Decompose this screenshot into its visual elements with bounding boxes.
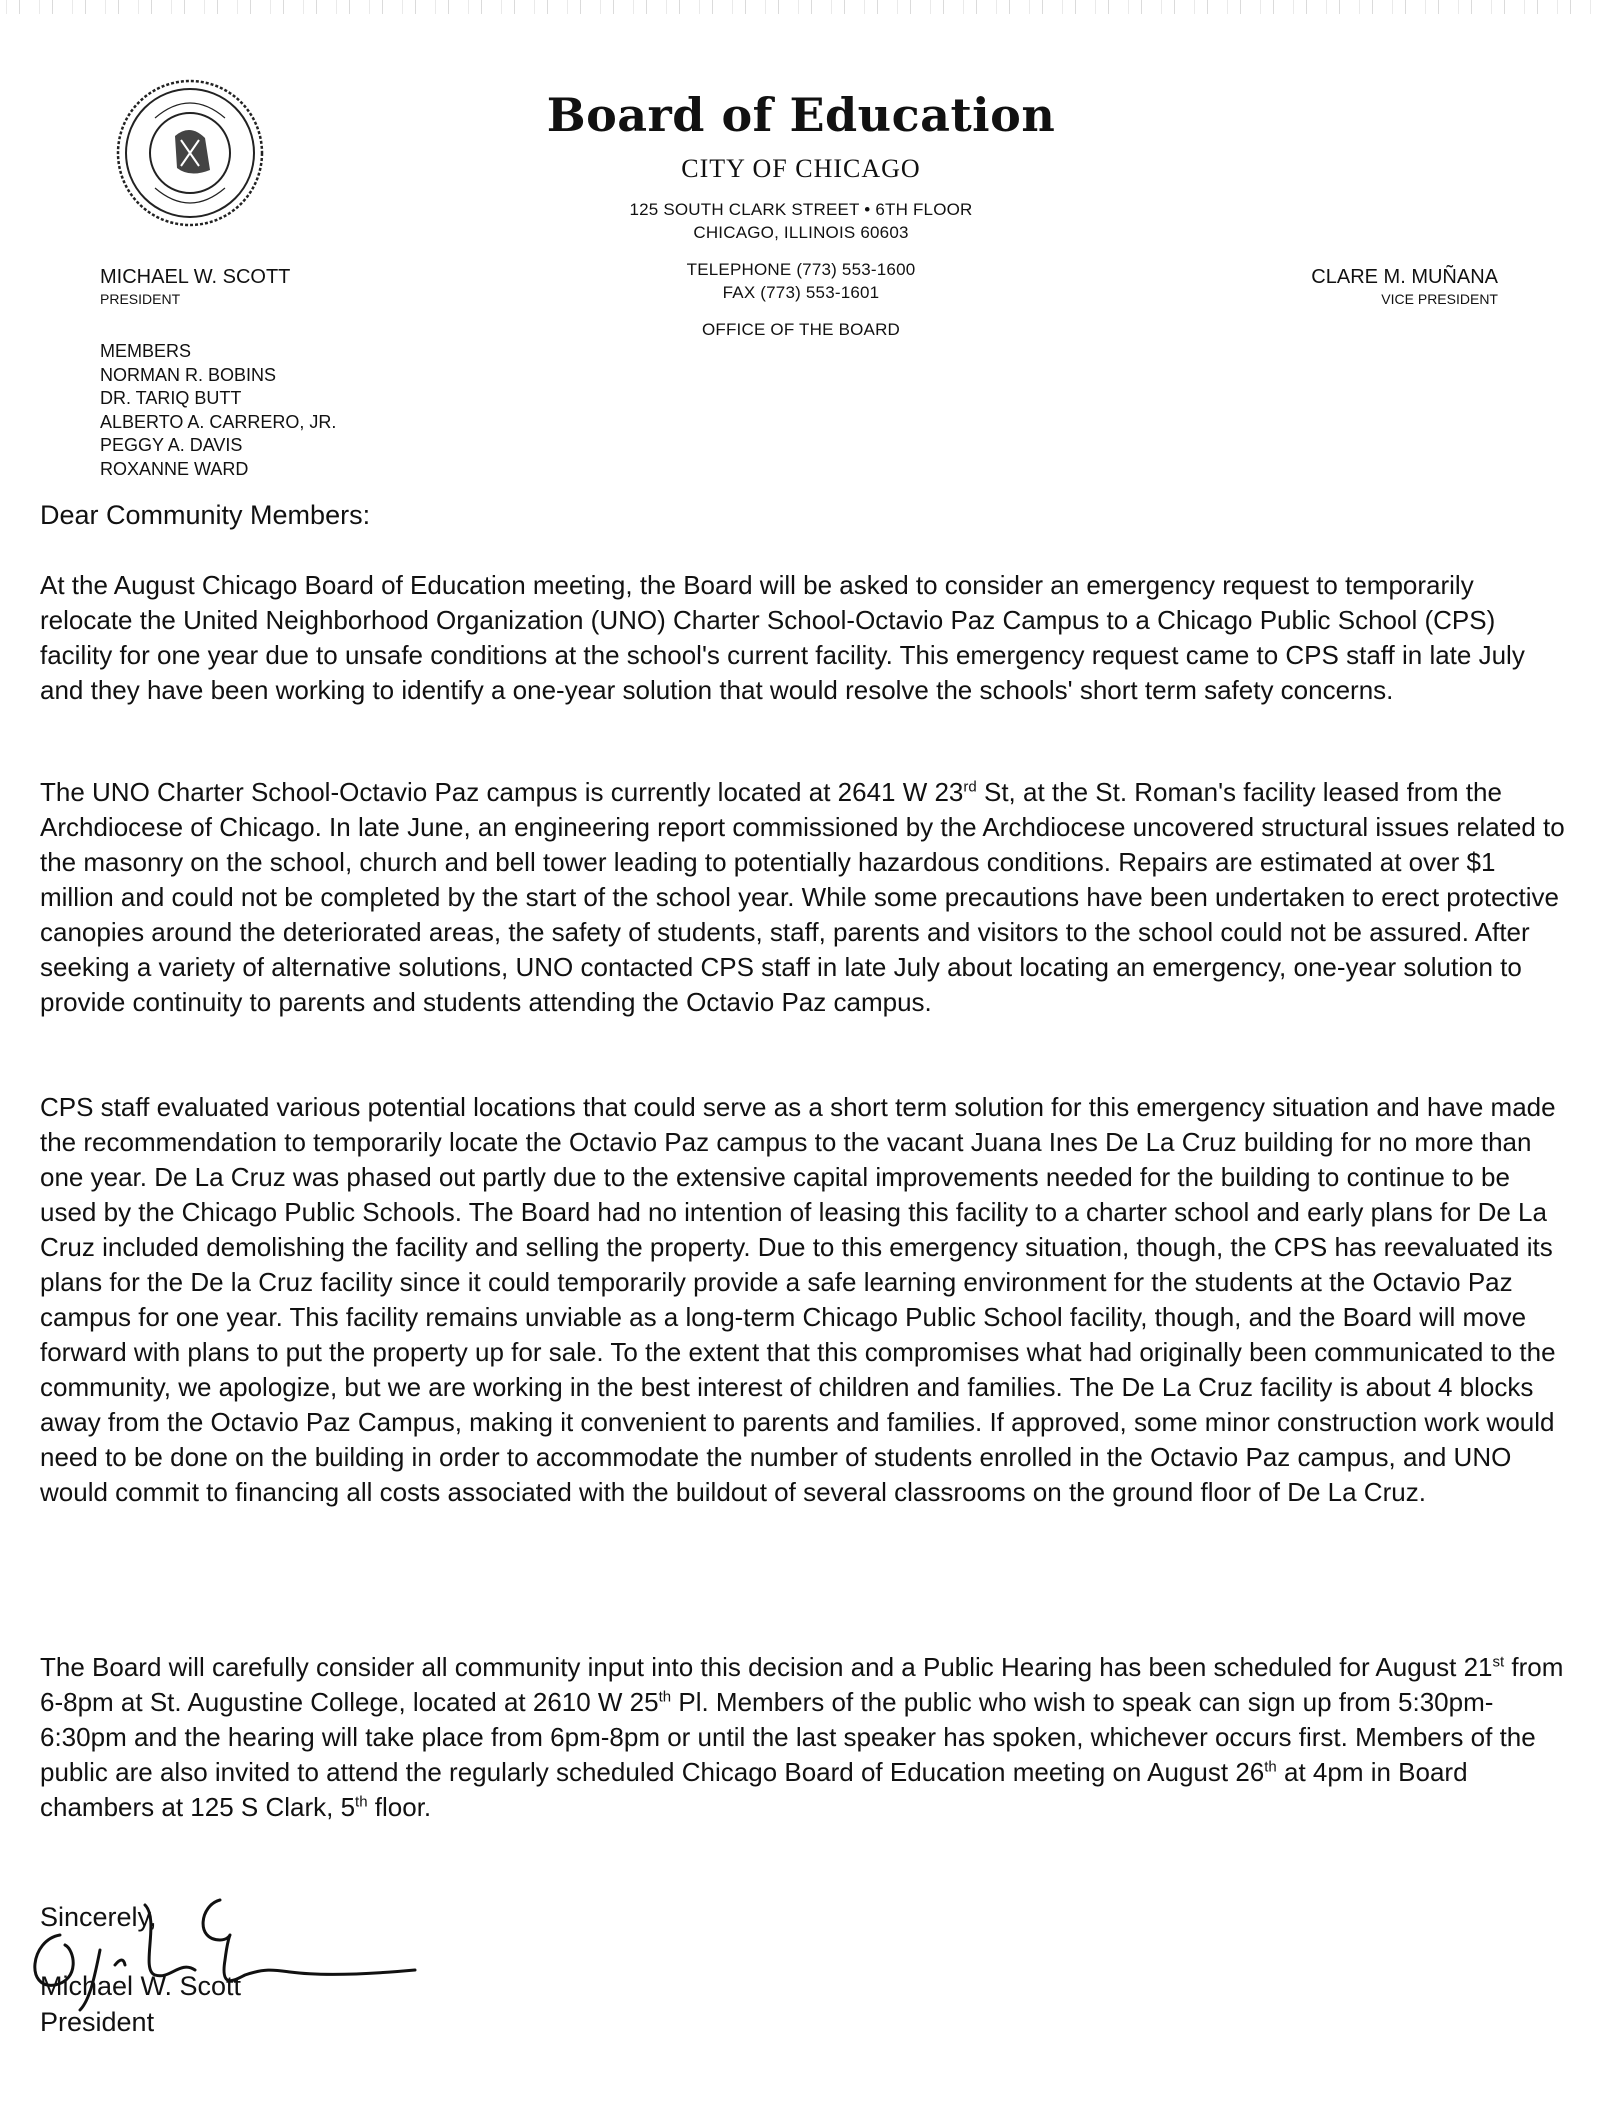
paragraph-1: At the August Chicago Board of Education meeting, the Board will be asked to consider an emergency request to temporarily relocate the United Neighborhood Organization (UNO) Charter School-Octavio Paz Campus to a Chicago Public School (CPS) facility for one year due to unsafe conditions at the school's current facility. This emergency request came to CPS staff in late July and they have been working to identify a one-year solution that would resolve the schools' short term safety concerns. [40, 570, 1525, 705]
salutation: Dear Community Members: [40, 500, 371, 530]
letterhead-address-line1: 125 SOUTH CLARK STREET • 6TH FLOOR [629, 200, 973, 219]
closing: Sincerely, [40, 1902, 157, 1932]
letterhead-address-line2: CHICAGO, ILLINOIS 60603 [693, 223, 909, 242]
president-role: PRESIDENT [100, 291, 181, 307]
signer-block [40, 1968, 241, 2040]
member-name: ROXANNE WARD [100, 458, 249, 479]
members-heading: MEMBERS [100, 341, 192, 361]
vice-president-role: VICE PRESIDENT [1381, 291, 1498, 307]
scan-noise [0, 0, 1602, 14]
member-name: PEGGY A. DAVIS [100, 435, 243, 455]
member-name: ALBERTO A. CARRERO, JR. [100, 411, 337, 432]
letterhead-city: CITY OF CHICAGO [681, 154, 921, 183]
paragraph-4: The Board will carefully consider all community input into this decision and a Public Hearing has been scheduled for August 21st from 6-8pm at St. Augustine College, located at 2610 W 25th Pl. Members of the public who wish to speak can sign up from 5:30pm-6:30pm and the hearing will take place from 6pm-8pm or until the last speaker has spoken, whichever occurs first. Members of the public are also invited to attend the regularly scheduled Chicago Board of Education meeting on August 26th at 4pm in Board chambers at 125 S Clark, 5th floor. [40, 1652, 1564, 1822]
letterhead-title: Board of Education [546, 88, 1056, 142]
members-list [100, 340, 336, 481]
signer-name: Michael W. Scott [40, 1971, 242, 2001]
president-block [100, 266, 290, 307]
president-name: MICHAEL W. SCOTT [100, 266, 291, 288]
letterhead-office: OFFICE OF THE BOARD [701, 320, 901, 339]
member-name: DR. TARIQ BUTT [100, 388, 242, 408]
vice-president-block [1311, 266, 1498, 307]
vice-president-name: CLARE M. MUÑANA [1311, 266, 1498, 288]
signer-title: President [40, 2007, 155, 2037]
paragraph-3: CPS staff evaluated various potential locations that could serve as a short term solution for this emergency situation and have made the recommendation to temporarily locate the Octavio Paz campus to the vacant Juana Ines De La Cruz building for no more than one year. De La Cruz was phased out partly due to the extensive capital improvements needed for the building to continue to be used by the Chicago Public Schools. The Board had no intention of leasing this facility to a charter school and early plans for De La Cruz included demolishing the facility and selling the property. Due to this emergency situation, though, the CPS has reevaluated its plans for the De la Cruz facility since it could temporarily provide a safe learning environment for the students at the Octavio Paz campus for one year. This facility remains unviable as a long-term Chicago Public School facility, though, and the Board will move forward with plans to put the property up for sale. To the extent that this compromises what had originally been communicated to the community, we apologize, but we are working in the best interest of children and families. The De La Cruz facility is about 4 blocks away from the Octavio Paz Campus, making it convenient to parents and families. If approved, some minor construction work would need to be done on the building in order to accommodate the number of students enrolled in the Octavio Paz campus, and UNO would commit to financing all costs associated with the buildout of several classrooms on the ground floor of De La Cruz. [40, 1092, 1556, 1507]
letterhead-fax: FAX (773) 553-1601 [722, 283, 880, 302]
member-name: NORMAN R. BOBINS [100, 364, 277, 385]
letterhead-telephone: TELEPHONE (773) 553-1600 [686, 260, 916, 279]
paragraph-2: The UNO Charter School-Octavio Paz campus is currently located at 2641 W 23rd St, at the St. Roman's facility leased from the Archdiocese of Chicago. In late June, an engineering report commissioned by the Archdiocese uncovered structural issues related to the masonry on the school, church and bell tower leading to potentially hazardous conditions. Repairs are estimated at over $1 million and could not be completed by the start of the school year. While some precautions have been undertaken to erect protective canopies around the deteriorated areas, the safety of students, staff, parents and visitors to the school could not be assured. After seeking a variety of alternative solutions, UNO contacted CPS staff in late July about locating an emergency, one-year solution to provide continuity to parents and students attending the Octavio Paz campus. [40, 777, 1565, 1017]
